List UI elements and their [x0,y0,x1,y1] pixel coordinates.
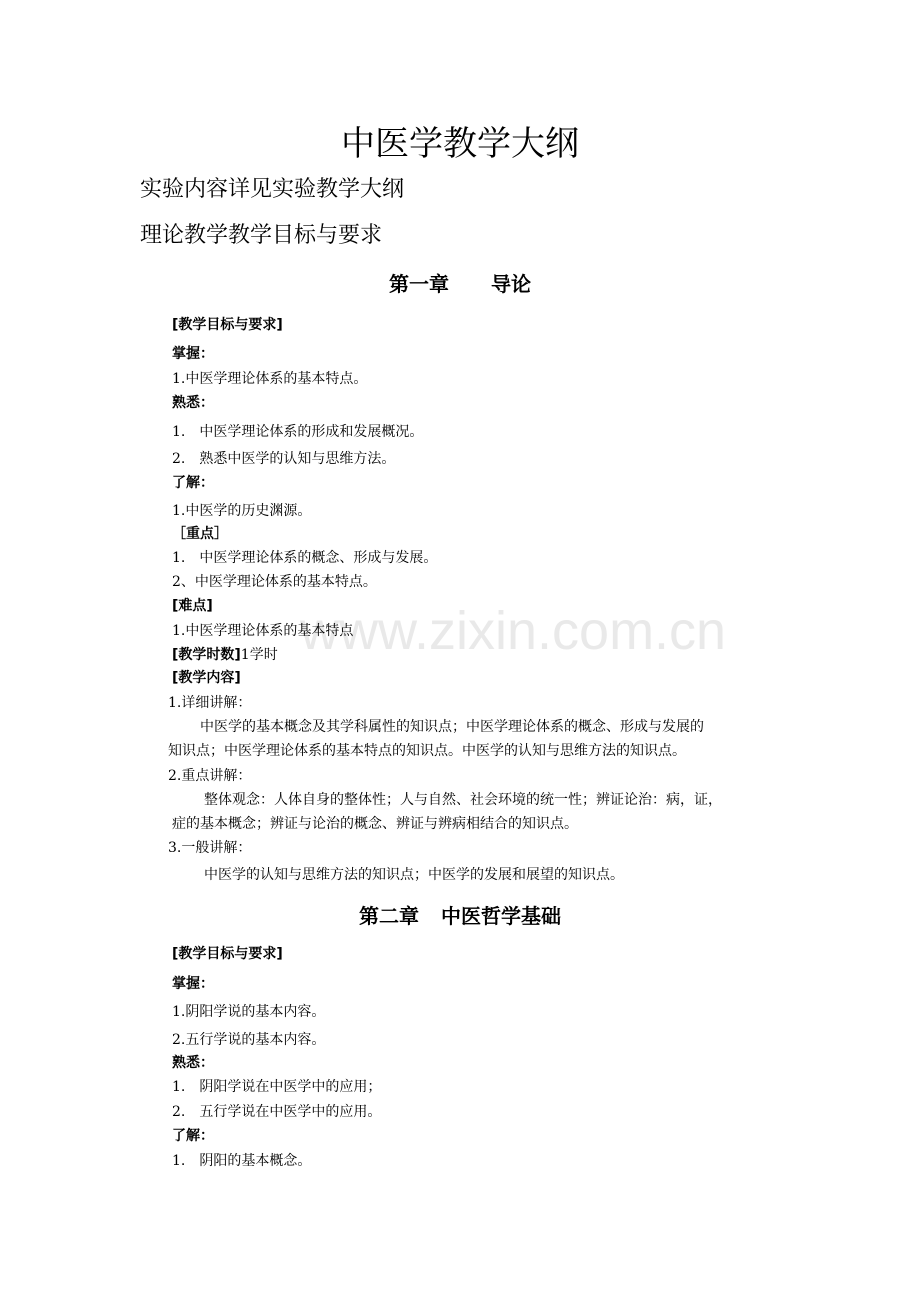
chapter-1-name: 导论 [491,272,531,296]
chapter-1-heading [0,268,920,297]
ch1-general-text: 中医学的认知与思维方法的知识点；中医学的发展和展望的知识点。 [204,867,624,883]
intro-line-theory: 理论教学教学目标与要求 [140,223,383,248]
ch1-difficult-label: [难点] [172,598,213,614]
ch1-key-label: ［重点］ [172,526,228,542]
ch1-key-content-text: 症的基本概念；辨证与论治的概念、辨证与辨病相结合的知识点。 [172,816,578,832]
ch1-detail-text: 知识点；中医学理论体系的基本特点的知识点。中医学的认知与思维方法的知识点。 [168,743,686,759]
ch1-familiar-label: 熟悉： [172,395,214,411]
chapter-2-number: 第二章 [359,904,419,928]
watermark: www.zixin.com.cn [300,601,727,661]
ch1-general-label: 3.一般讲解： [168,840,252,856]
ch1-key-item: 1. 中医学理论体系的概念、形成与发展。 [172,550,438,566]
ch1-detail-label: 1.详细讲解： [168,695,252,711]
ch1-goals-label: [教学目标与要求] [172,317,283,333]
chapter-2-heading [0,900,920,929]
ch2-goals-label: [教学目标与要求] [172,946,283,962]
ch1-difficult-item: 1.中医学理论体系的基本特点 [172,623,354,639]
intro-line-experiment: 实验内容详见实验教学大纲 [140,177,405,202]
ch1-key-item: 2、中医学理论体系的基本特点。 [172,574,377,590]
ch1-understand-item: 1.中医学的历史渊源。 [172,503,312,519]
ch2-master-label: 掌握： [172,976,214,992]
ch2-understand-item: 1. 阴阳的基本概念。 [172,1153,312,1169]
document-title: 中医学教学大纲 [341,124,579,164]
ch1-understand-label: 了解： [172,475,214,491]
ch1-key-content-label: 2.重点讲解： [168,768,252,784]
ch1-hours-label: [教学时数] [172,647,241,663]
ch1-master-label: 掌握： [172,346,214,362]
ch1-master-item: 1.中医学理论体系的基本特点。 [172,371,368,387]
ch2-understand-label: 了解： [172,1128,214,1144]
ch1-content-label: [教学内容] [172,670,241,686]
ch2-familiar-item: 1. 阴阳学说在中医学中的应用； [172,1079,382,1095]
chapter-2-name: 中医哲学基础 [441,904,561,928]
chapter-1-number: 第一章 [389,272,449,296]
ch2-familiar-item: 2. 五行学说在中医学中的应用。 [172,1104,382,1120]
ch1-key-content-text: 整体观念：人体自身的整体性；人与自然、社会环境的统一性；辨证论治：病，证， [204,792,722,808]
ch2-master-item: 1.阴阳学说的基本内容。 [172,1004,326,1020]
ch2-familiar-label: 熟悉： [172,1055,214,1071]
ch1-detail-text: 中医学的基本概念及其学科属性的知识点；中医学理论体系的概念、形成与发展的 [200,719,704,735]
ch1-familiar-item: 2. 熟悉中医学的认知与思维方法。 [172,451,396,467]
ch2-master-item: 2.五行学说的基本内容。 [172,1032,326,1048]
ch1-hours-value: 1学时 [240,647,278,663]
ch1-hours-line [172,644,278,664]
ch1-familiar-item: 1. 中医学理论体系的形成和发展概况。 [172,424,424,440]
